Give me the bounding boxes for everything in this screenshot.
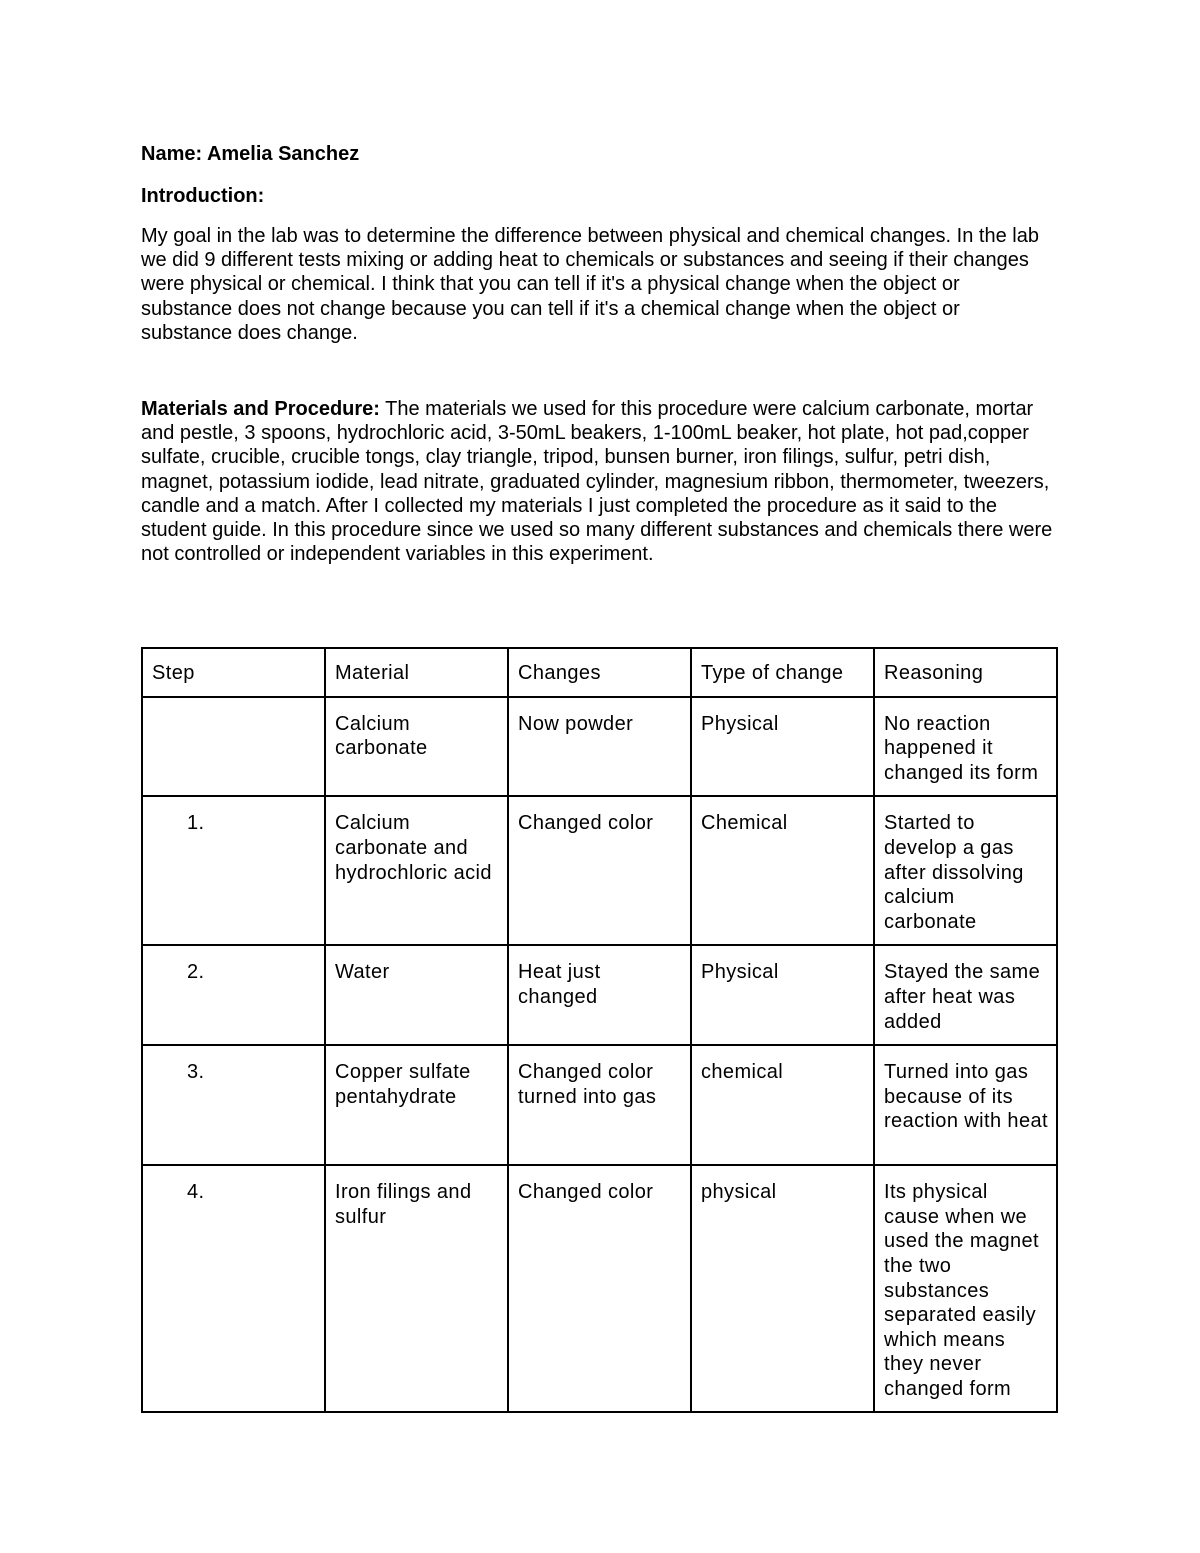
cell-reasoning: Its physical cause when we used the magnet the two substances separated easily which means they never changed form: [874, 1165, 1057, 1412]
cell-material: Water: [325, 945, 508, 1045]
cell-step: 4.: [142, 1165, 325, 1412]
header-step: Step: [142, 648, 325, 697]
cell-material: Calcium carbonate: [325, 697, 508, 797]
cell-type: Chemical: [691, 796, 874, 945]
cell-changes: Changed color: [508, 1165, 691, 1412]
header-reasoning: Reasoning: [874, 648, 1057, 697]
cell-type: physical: [691, 1165, 874, 1412]
table-row: [142, 1165, 1057, 1412]
table-row: [142, 697, 1057, 797]
cell-changes: Changed color turned into gas: [508, 1045, 691, 1165]
introduction-text: My goal in the lab was to determine the difference between physical and chemical changes. In the lab we did 9 different tests mixing or adding heat to chemicals or substances and seeing if their changes were physical or chemical. I think that you can tell if it's a physical change when the object or substance does not change because you can tell if it's a chemical change when the object or substance does change.: [141, 225, 1039, 344]
table-row: [142, 945, 1057, 1045]
cell-step: 2.: [142, 945, 325, 1045]
cell-reasoning: Stayed the same after heat was added: [874, 945, 1057, 1045]
cell-type: chemical: [691, 1045, 874, 1165]
table-row: [142, 1045, 1057, 1165]
header-material: Material: [325, 648, 508, 697]
cell-step: [142, 697, 325, 797]
cell-reasoning: No reaction happened it changed its form: [874, 697, 1057, 797]
cell-type: Physical: [691, 945, 874, 1045]
cell-material: Calcium carbonate and hydrochloric acid: [325, 796, 508, 945]
cell-changes: Heat just changed: [508, 945, 691, 1045]
table-header-row: [142, 648, 1057, 697]
cell-step: 1.: [142, 796, 325, 945]
table-row: [142, 796, 1057, 945]
document-body: [141, 140, 1056, 566]
header-changes: Changes: [508, 648, 691, 697]
materials-paragraph: [141, 397, 1056, 566]
cell-reasoning: Turned into gas because of its reaction with heat: [874, 1045, 1057, 1165]
cell-material: Copper sulfate pentahydrate: [325, 1045, 508, 1165]
cell-reasoning: Started to develop a gas after dissolving calcium carbonate: [874, 796, 1057, 945]
cell-changes: Now powder: [508, 697, 691, 797]
cell-type: Physical: [691, 697, 874, 797]
cell-changes: Changed color: [508, 796, 691, 945]
materials-text: The materials we used for this procedure were calcium carbonate, mortar and pestle, 3 spoons, hydrochloric acid, 3-50mL beakers, 1-100mL beaker, hot plate, hot pad,copper sulfate, crucible, crucible tongs, clay triangle, tripod, bunsen burner, iron filings, sulfur, petri dish, magnet, potassium iodide, lead nitrate, graduated cylinder, magnesium ribbon, thermometer, tweezers, candle and a match. After I collected my materials I just completed the procedure as it said to the student guide. In this procedure since we used so many different substances and chemicals there were not controlled or independent variables in this experiment.: [141, 398, 1053, 566]
header-type-of-change: Type of change: [691, 648, 874, 697]
cell-step: 3.: [142, 1045, 325, 1165]
student-name: Name: Amelia Sanchez: [141, 143, 360, 165]
cell-material: Iron filings and sulfur: [325, 1165, 508, 1412]
results-table: [141, 647, 1058, 1413]
materials-heading: Materials and Procedure:: [141, 398, 380, 421]
introduction-heading: Introduction:: [141, 185, 265, 207]
